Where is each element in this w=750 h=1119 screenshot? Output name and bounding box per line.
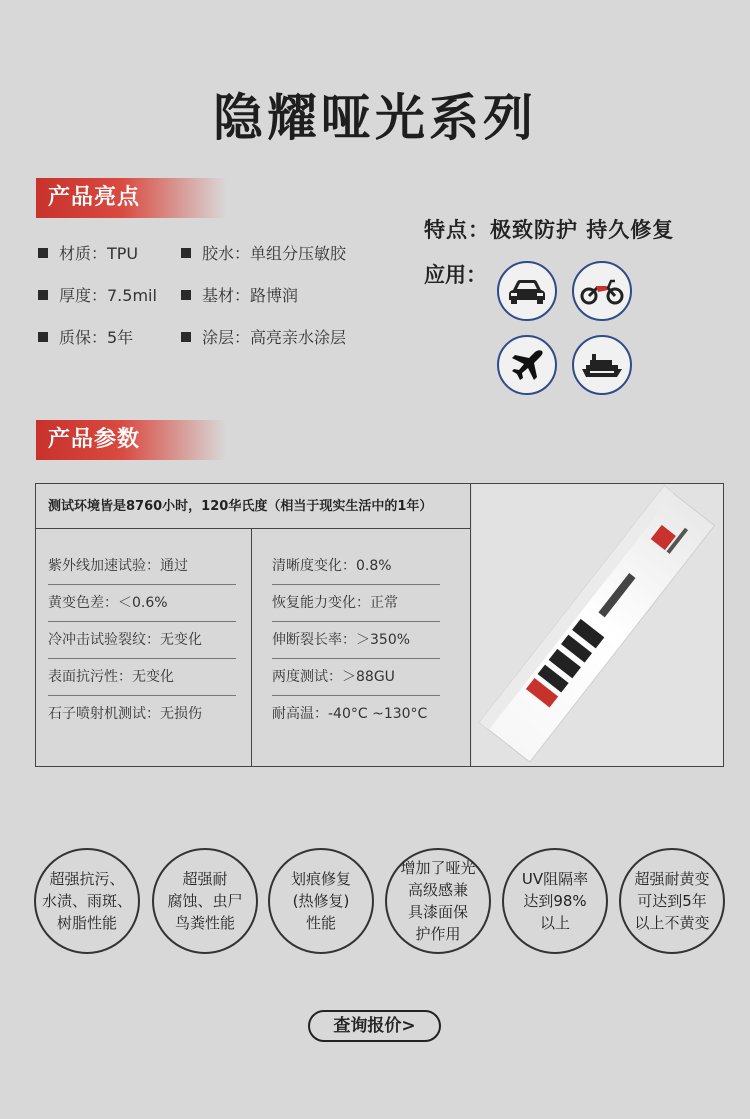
feature-text: 特点：极致防护 持久修复 (424, 218, 675, 242)
benefit-circle-yellowing: 超强耐黄变 可达到5年 以上不黄变 (619, 848, 725, 954)
bullet-square-icon (181, 248, 191, 258)
section-tag-params: 产品参数 (36, 420, 226, 460)
param-row: 耐高温：-40°C ~130°C (272, 706, 428, 722)
param-row: 两度测试：＞88GU (272, 659, 440, 696)
spec-glue (181, 241, 346, 264)
spec-label: 涂层：高亮亲水涂层 (202, 328, 347, 347)
spec-coating (181, 325, 346, 348)
param-row: 紫外线加速试验：通过 (48, 548, 236, 585)
param-row: 黄变色差：＜0.6% (48, 585, 236, 622)
spec-label: 胶水：单组分压敏胶 (202, 244, 347, 263)
benefit-circle-corrosion: 超强耐 腐蚀、虫尸 鸟粪性能 (152, 848, 258, 954)
airplane-icon (497, 335, 557, 395)
benefit-circle-uv: UV阻隔率 达到98% 以上 (502, 848, 608, 954)
bullet-square-icon (38, 290, 48, 300)
car-icon (497, 261, 557, 321)
param-row: 表面抗污性：无变化 (48, 659, 236, 696)
param-row: 石子喷射机测试：无损伤 (48, 706, 202, 722)
param-row: 伸断裂长率：＞350% (272, 622, 440, 659)
bullet-square-icon (38, 332, 48, 342)
ship-icon (572, 335, 632, 395)
spec-label: 基材：路博润 (202, 286, 299, 305)
product-image (472, 484, 723, 766)
spec-material (38, 241, 138, 264)
param-row: 恢复能力变化：正常 (272, 585, 440, 622)
spec-label: 质保：5年 (59, 328, 134, 347)
bullet-square-icon (181, 332, 191, 342)
params-left-panel (36, 484, 471, 766)
section-tag-highlights: 产品亮点 (36, 178, 226, 218)
spec-warranty (38, 325, 133, 348)
params-table (35, 483, 724, 767)
benefit-circle-stain: 超强抗污、 水渍、雨斑、 树脂性能 (34, 848, 140, 954)
spec-label: 材质：TPU (59, 244, 139, 263)
column-divider (251, 529, 252, 766)
motorcycle-icon (572, 261, 632, 321)
spec-thickness (38, 283, 157, 306)
spec-label: 厚度：7.5mil (59, 286, 157, 305)
bullet-square-icon (181, 290, 191, 300)
benefit-circle-matte: 增加了哑光 高级感兼 具漆面保 护作用 (385, 848, 491, 954)
param-row: 清晰度变化：0.8% (272, 548, 440, 585)
benefit-circle-scratch: 划痕修复 (热修复) 性能 (268, 848, 374, 954)
application-label: 应用： (424, 263, 487, 287)
spec-substrate (181, 283, 298, 306)
bullet-square-icon (38, 248, 48, 258)
page-title: 隐耀哑光系列 (213, 89, 537, 147)
params-header: 测试环境皆是8760小时，120华氏度（相当于现实生活中的1年） (36, 484, 470, 529)
param-row: 冷冲击试验裂纹：无变化 (48, 622, 236, 659)
query-quote-button[interactable]: 查询报价> (308, 1010, 441, 1042)
